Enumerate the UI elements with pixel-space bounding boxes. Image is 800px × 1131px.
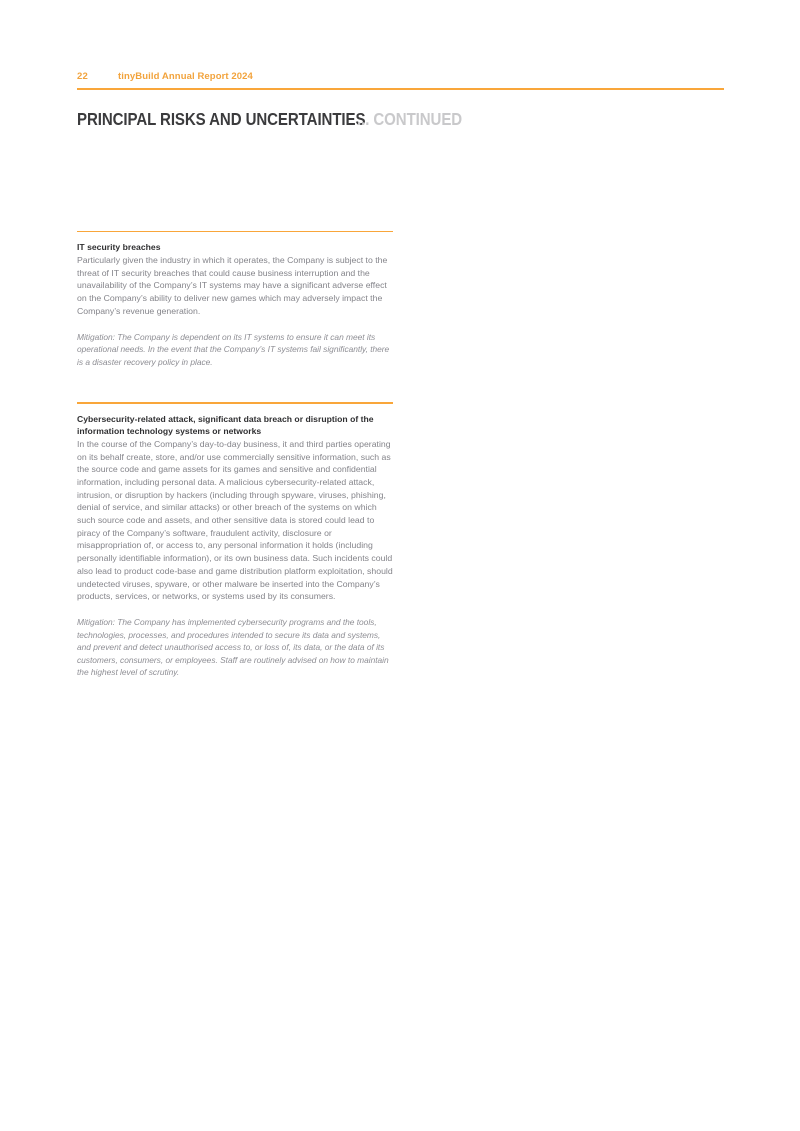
risk-description: In the course of the Company’s day-to-day business, it and third parties operating on its behalf create, store, and/or use commercially sensitive information, such as the source code and game assets for its games and sensitive and confidential information, including personal data. A malicious cybersecurity-related attack, intrusion, or disruption by hackers (including through spyware, viruses, phishing, denial of service, and similar attacks) or other breach of the systems on which such source code and assets, and other sensitive data is stored could lead to piracy of the Company’s software, fraudulent activity, disclosure or misappropriation of, or access to, any personal information it holds (including personally identifiable information), or its own business data. Such incidents could also lead to product code-base and game distribution platform exploitation, should undetected viruses, spyware, or other malware be inserted into the Company’s products, services, or networks, or systems used by its consumers.: [77, 438, 393, 602]
risk-list: [77, 231, 393, 679]
page-number: 22: [77, 71, 88, 82]
section-divider-rule: [77, 231, 393, 232]
section-spacer: [77, 368, 393, 402]
header-divider-rule: [77, 88, 724, 90]
risk-heading: IT security breaches: [77, 242, 161, 253]
risk-mitigation: Mitigation: The Company has implemented cybersecurity programs and the tools, technologies, processes, and procedures intended to secure its data and systems, and prevent and detect unauthorised access to, or loss of, its data, or the data of its customers, consumers, or employees. Staff are routinely advised on how to maintain the highest level of scrutiny.: [77, 617, 389, 678]
running-title: tinyBuild Annual Report 2024: [118, 71, 253, 82]
page-title: [77, 109, 480, 131]
risk-item: [77, 231, 393, 368]
section-divider-rule: [77, 402, 393, 403]
risk-heading: Cybersecurity-related attack, significant data breach or disruption of the information technology systems or networks: [77, 413, 374, 437]
risk-item: [77, 402, 393, 679]
page-title-main: PRINCIPAL RISKS AND UNCERTAINTIES: [77, 109, 366, 129]
page-title-continued: ... CONTINUED: [357, 109, 463, 129]
running-head: [77, 70, 724, 90]
risk-mitigation: Mitigation: The Company is dependent on its IT systems to ensure it can meet its operational needs. In the event that the Company’s IT systems fail significantly, there is a disaster recovery policy in place.: [77, 331, 390, 367]
risk-description: Particularly given the industry in which it operates, the Company is subject to the threat of IT security breaches that could cause business interruption and the unavailability of the Company’s IT systems may have a significant adverse effect on the Company’s ability to deliver new games which may adversely impact the Company’s revenue generation.: [77, 254, 388, 316]
